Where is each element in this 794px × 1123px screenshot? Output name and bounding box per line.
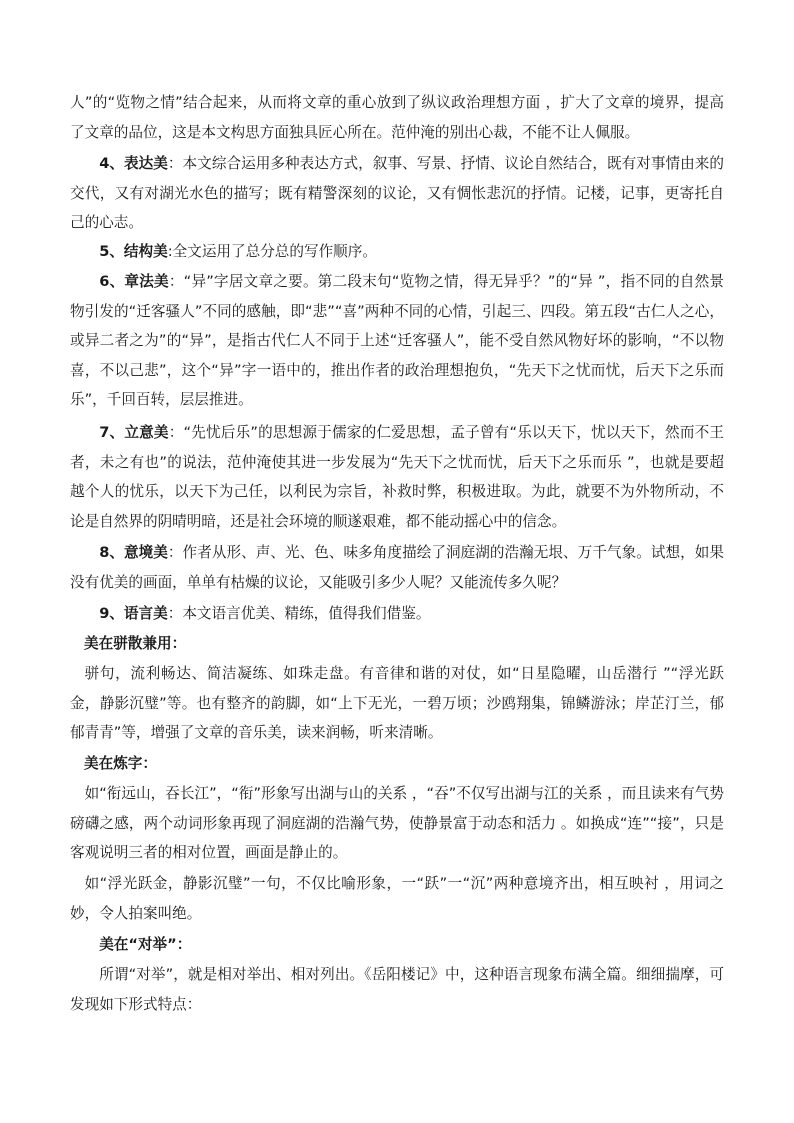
paragraph-expression xyxy=(70,149,724,238)
paragraph-word-choice-2: 如“浮光跃金，静影沉璧”一句，不仅比喻形象，一“跃”一“沉”两种意境齐出，相互映衬 ，用词之妙，令人拍案叫绝。 xyxy=(70,875,724,922)
paragraph-parallel-prose: 骈句，流利畅达、简洁凝练、如珠走盘。有音律和谐的对仗，如“日星隐曜，山岳潜行 ”“浮光跃金，静影沉璧”等。也有整齐的韵脚，如“上下无光，一碧万顷；沙鸥翔集，锦鳞游泳；岸芷汀兰，郁郁青青”等，增强了文章的音乐美，读来润畅，听来清晰。 xyxy=(70,665,724,741)
section-label: 4、表达美 xyxy=(99,155,168,172)
paragraph-text: ：本文语言优美、精练，值得我们借鉴。 xyxy=(167,605,431,622)
section-label: 6、章法美 xyxy=(99,273,169,290)
paragraph-text: ：“异”字居文章之要。第二段末句“览物之情，得无异乎？”的“异 ”，指不同的自然景物引发的“迁客骚人”不同的感触，即“悲”“喜”两种不同的心情，引起三、四段。第五段“古仁人之心，或异二者之为”的“异”，是指古代仁人不同于上述“迁客骚人”，能不受自然风物好坏的影响，“不以物喜，不以己悲”，这个“异”字一语中的，推出作者的政治理想抱负，“先天下之忧而忧，后天下之乐而乐”，千回百转，层层推进。 xyxy=(70,273,724,408)
subheading-word-choice: 美在炼字： xyxy=(84,755,157,772)
paragraph-structure xyxy=(70,237,724,267)
paragraph-text: 人”的“览物之情”结合起来，从而将文章的重心放到了纵议政治理想方面 ，扩大了文章的境界，提高了文章的品位，这是本文构思方面独具匠心所在。范仲淹的别出心裁，不能不让人佩服。 xyxy=(70,94,724,141)
paragraph-language xyxy=(70,599,724,629)
paragraph-word-choice: 如“衔远山，吞长江”，“衔”形象写出湖与山的关系 ，“吞”不仅写出湖与江的关系 ，而且读来有气势磅礴之感，两个动词形象再现了洞庭湖的浩瀚气势，使静景富于动态和活力 。如换成“连”“接”，只是客观说明三者的相对位置，画面是静止的。 xyxy=(70,785,724,861)
subheading-parallel-prose: 美在骈散兼用： xyxy=(84,635,187,652)
section-label: 7、立意美 xyxy=(99,424,169,441)
paragraph-text: :全文运用了总分总的写作顺序。 xyxy=(167,243,377,260)
paragraph-composition xyxy=(70,267,724,415)
paragraph-imagery xyxy=(70,538,724,597)
paragraph-text: ：本文综合运用多种表达方式，叙事、写景、抒情、议论自然结合，既有对事情由来的交代，又有对湖光水色的描写；既有精警深刻的议论，又有惆怅悲沉的抒情。记楼，记事，更寄托自己的心志。 xyxy=(70,155,724,231)
paragraph-theme xyxy=(70,418,724,536)
subheading-contrast: 美在“对举”： xyxy=(99,936,192,953)
paragraph-text: ：作者从形、声、光、色、味多角度描绘了洞庭湖的浩瀚无垠、万千气象。试想，如果没有优美的画面，单单有枯燥的议论，又能吸引多少人呢？又能流传多久呢？ xyxy=(70,544,724,591)
section-label: 5、结构美 xyxy=(99,243,168,260)
paragraph-intro xyxy=(70,88,724,147)
section-label: 8、意境美 xyxy=(99,544,168,561)
paragraph-contrast: 所谓“对举”，就是相对举出、相对列出。《岳阳楼记》中，这种语言现象布满全篇。细细揣摩，可发现如下形式特点： xyxy=(70,966,724,1013)
paragraph-text: ：“先忧后乐”的思想源于儒家的仁爱思想，孟子曾有“乐以天下，忧以天下，然而不王者，未之有也”的说法，范仲淹使其进一步发展为“先天下之忧而忧，后天下之乐而乐 ”，也就是要超越个人的忧乐，以天下为己任，以利民为宗旨，补救时弊，积极进取。为此，就要不为外物所动，不论是自然界的阴晴明暗，还是社会环境的顺遂艰难，都不能动摇心中的信念。 xyxy=(70,424,725,530)
section-label: 9、语言美 xyxy=(99,605,168,622)
